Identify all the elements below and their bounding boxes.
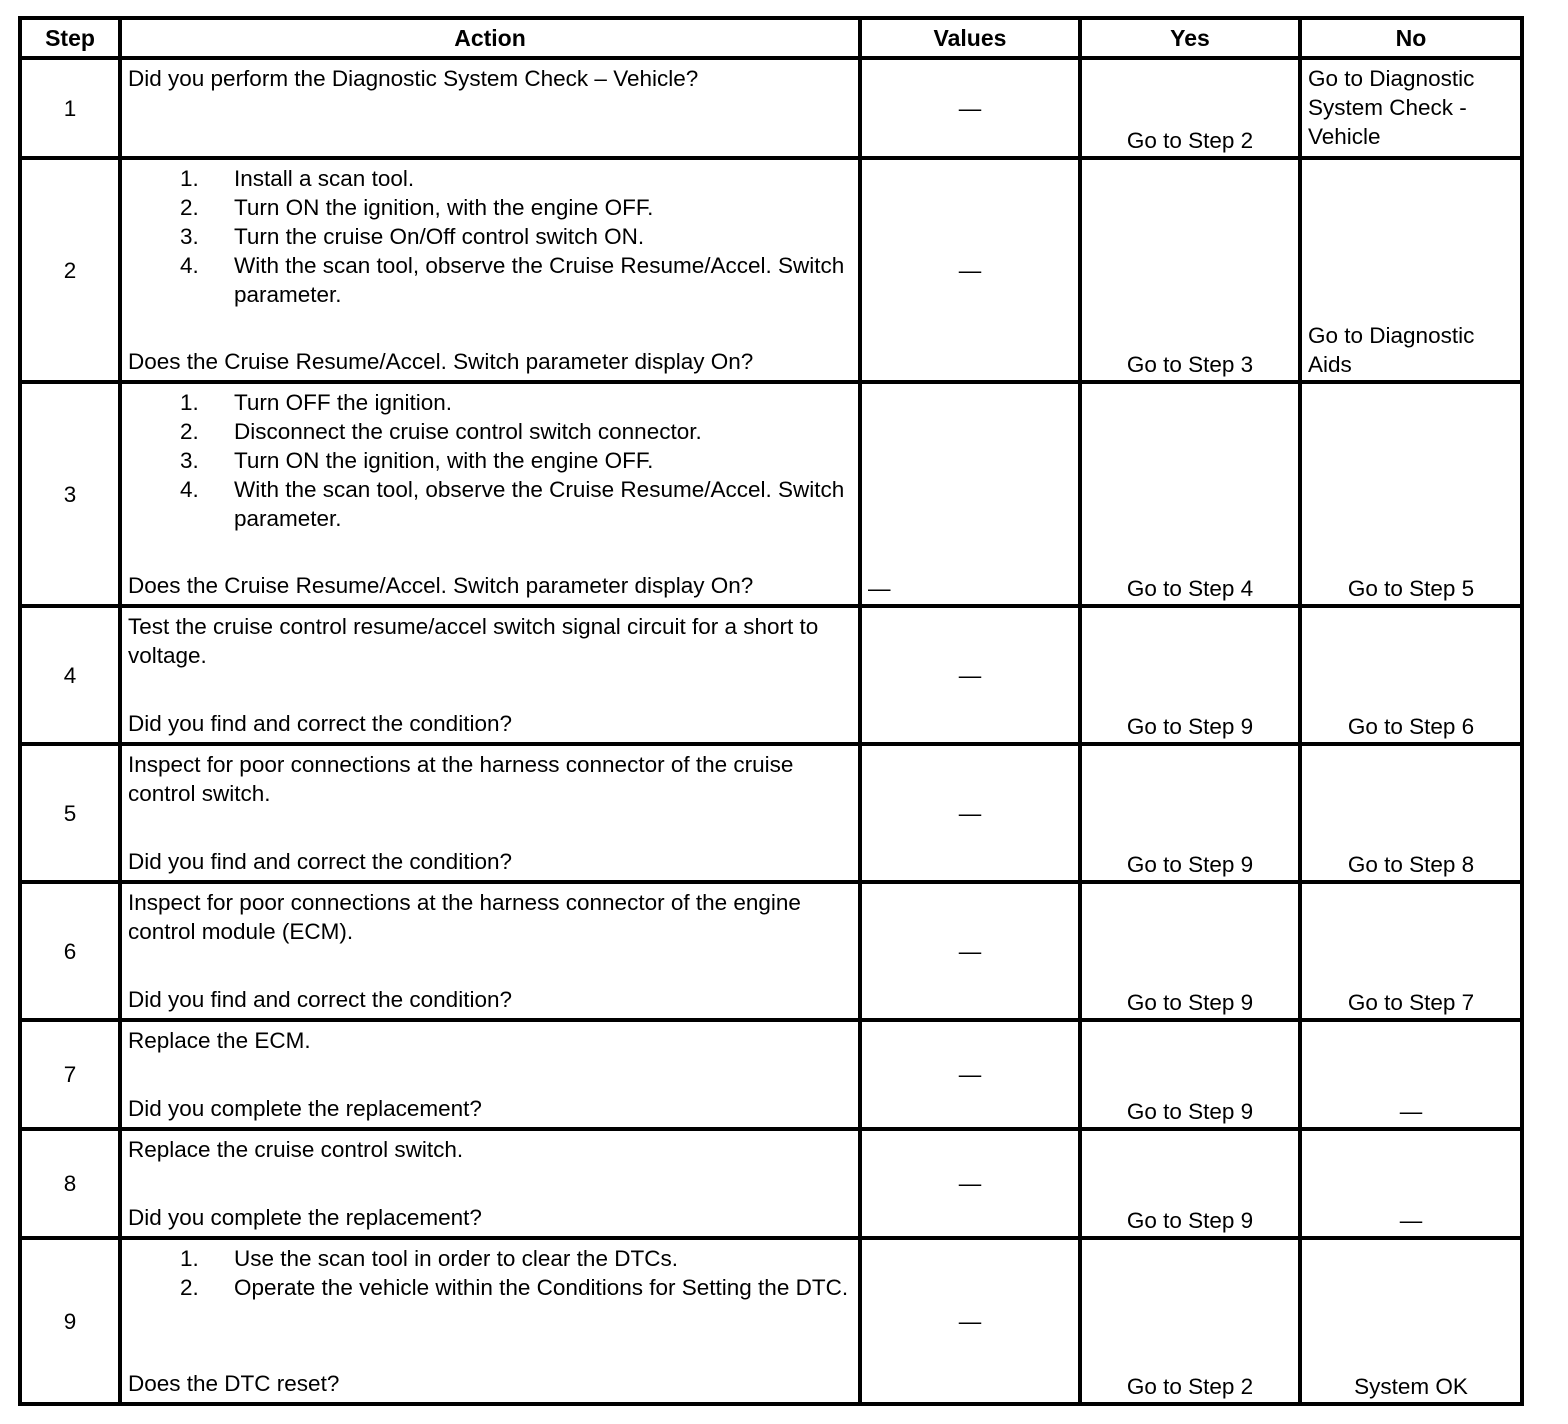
action-intro: Inspect for poor connections at the harness connector of the cruise control switch.	[128, 752, 794, 806]
action-question: Did you find and correct the condition?	[128, 987, 512, 1012]
table-row	[20, 382, 1522, 606]
list-item: 2. Operate the vehicle within the Conditions for Setting the DTC.	[180, 1275, 849, 1300]
step-number: 4	[20, 606, 120, 744]
action-cell	[120, 1020, 860, 1129]
step-number: 2	[20, 158, 120, 382]
no-value: —	[1300, 1020, 1522, 1129]
list-item: 2. Turn ON the ignition, with the engine OFF.	[180, 195, 654, 220]
header-action: Action	[120, 18, 860, 58]
list-item: 2. Disconnect the cruise control switch connector.	[180, 419, 702, 444]
action-cell	[120, 744, 860, 882]
action-intro: Replace the ECM.	[128, 1028, 311, 1053]
no-link[interactable]: Go to Step 7	[1300, 882, 1522, 1020]
values-cell: —	[860, 158, 1080, 382]
no-link[interactable]: Go to Diagnostic Aids	[1300, 158, 1522, 382]
action-intro: Replace the cruise control switch.	[128, 1137, 464, 1162]
table-row	[20, 1238, 1522, 1404]
step-number: 9	[20, 1238, 120, 1404]
yes-link[interactable]: Go to Step 9	[1080, 882, 1300, 1020]
action-cell	[120, 58, 860, 158]
list-item: 3. Turn the cruise On/Off control switch ON.	[180, 224, 645, 249]
yes-link[interactable]: Go to Step 9	[1080, 744, 1300, 882]
list-item: 4. With the scan tool, observe the Cruise Resume/Accel. Switch parameter.	[180, 253, 845, 307]
list-item: 1. Use the scan tool in order to clear the DTCs.	[180, 1246, 678, 1271]
action-question: Does the DTC reset?	[128, 1371, 340, 1396]
yes-link[interactable]: Go to Step 3	[1080, 158, 1300, 382]
action-intro: Test the cruise control resume/accel switch signal circuit for a short to voltage.	[128, 614, 819, 668]
list-item: 3. Turn ON the ignition, with the engine OFF.	[180, 448, 654, 473]
step-number: 6	[20, 882, 120, 1020]
values-cell: —	[860, 58, 1080, 158]
yes-link[interactable]: Go to Step 9	[1080, 606, 1300, 744]
action-cell	[120, 382, 860, 606]
no-link[interactable]: Go to Step 5	[1300, 382, 1522, 606]
values-cell: —	[860, 382, 1080, 606]
values-cell: —	[860, 1020, 1080, 1129]
step-number: 1	[20, 58, 120, 158]
action-question: Did you find and correct the condition?	[128, 849, 512, 874]
step-number: 7	[20, 1020, 120, 1129]
action-cell	[120, 882, 860, 1020]
table-row	[20, 744, 1522, 882]
action-cell	[120, 606, 860, 744]
no-value: —	[1300, 1129, 1522, 1238]
header-no: No	[1300, 18, 1522, 58]
yes-link[interactable]: Go to Step 9	[1080, 1020, 1300, 1129]
action-cell	[120, 1129, 860, 1238]
table-row	[20, 882, 1522, 1020]
values-cell: —	[860, 606, 1080, 744]
no-link[interactable]: Go to Step 8	[1300, 744, 1522, 882]
values-cell: —	[860, 744, 1080, 882]
header-row	[20, 18, 1522, 58]
yes-link[interactable]: Go to Step 2	[1080, 1238, 1300, 1404]
table-row	[20, 1129, 1522, 1238]
no-value: System OK	[1300, 1238, 1522, 1404]
header-yes: Yes	[1080, 18, 1300, 58]
header-step: Step	[20, 18, 120, 58]
action-cell	[120, 1238, 860, 1404]
values-cell: —	[860, 882, 1080, 1020]
no-link[interactable]: Go to Diagnostic System Check - Vehicle	[1300, 58, 1522, 158]
action-intro: Did you perform the Diagnostic System Check – Vehicle?	[128, 66, 699, 91]
action-question: Did you complete the replacement?	[128, 1205, 482, 1230]
action-cell	[120, 158, 860, 382]
values-cell: —	[860, 1129, 1080, 1238]
step-number: 8	[20, 1129, 120, 1238]
table-row	[20, 1020, 1522, 1129]
action-steps	[128, 388, 854, 533]
yes-link[interactable]: Go to Step 4	[1080, 382, 1300, 606]
step-number: 5	[20, 744, 120, 882]
no-link[interactable]: Go to Step 6	[1300, 606, 1522, 744]
yes-link[interactable]: Go to Step 2	[1080, 58, 1300, 158]
step-number: 3	[20, 382, 120, 606]
action-question: Does the Cruise Resume/Accel. Switch parameter display On?	[128, 349, 754, 374]
action-question: Did you find and correct the condition?	[128, 711, 512, 736]
header-values: Values	[860, 18, 1080, 58]
table-row	[20, 58, 1522, 158]
diagnostic-table	[18, 16, 1524, 1406]
action-intro: Inspect for poor connections at the harness connector of the engine control module (ECM).	[128, 890, 801, 944]
list-item: 1. Turn OFF the ignition.	[180, 390, 453, 415]
list-item: 1. Install a scan tool.	[180, 166, 415, 191]
values-cell: —	[860, 1238, 1080, 1404]
table-row	[20, 606, 1522, 744]
action-question: Did you complete the replacement?	[128, 1096, 482, 1121]
action-steps	[128, 1244, 854, 1302]
action-question: Does the Cruise Resume/Accel. Switch parameter display On?	[128, 573, 754, 598]
list-item: 4. With the scan tool, observe the Cruise Resume/Accel. Switch parameter.	[180, 477, 845, 531]
yes-link[interactable]: Go to Step 9	[1080, 1129, 1300, 1238]
action-steps	[128, 164, 854, 309]
table-row	[20, 158, 1522, 382]
